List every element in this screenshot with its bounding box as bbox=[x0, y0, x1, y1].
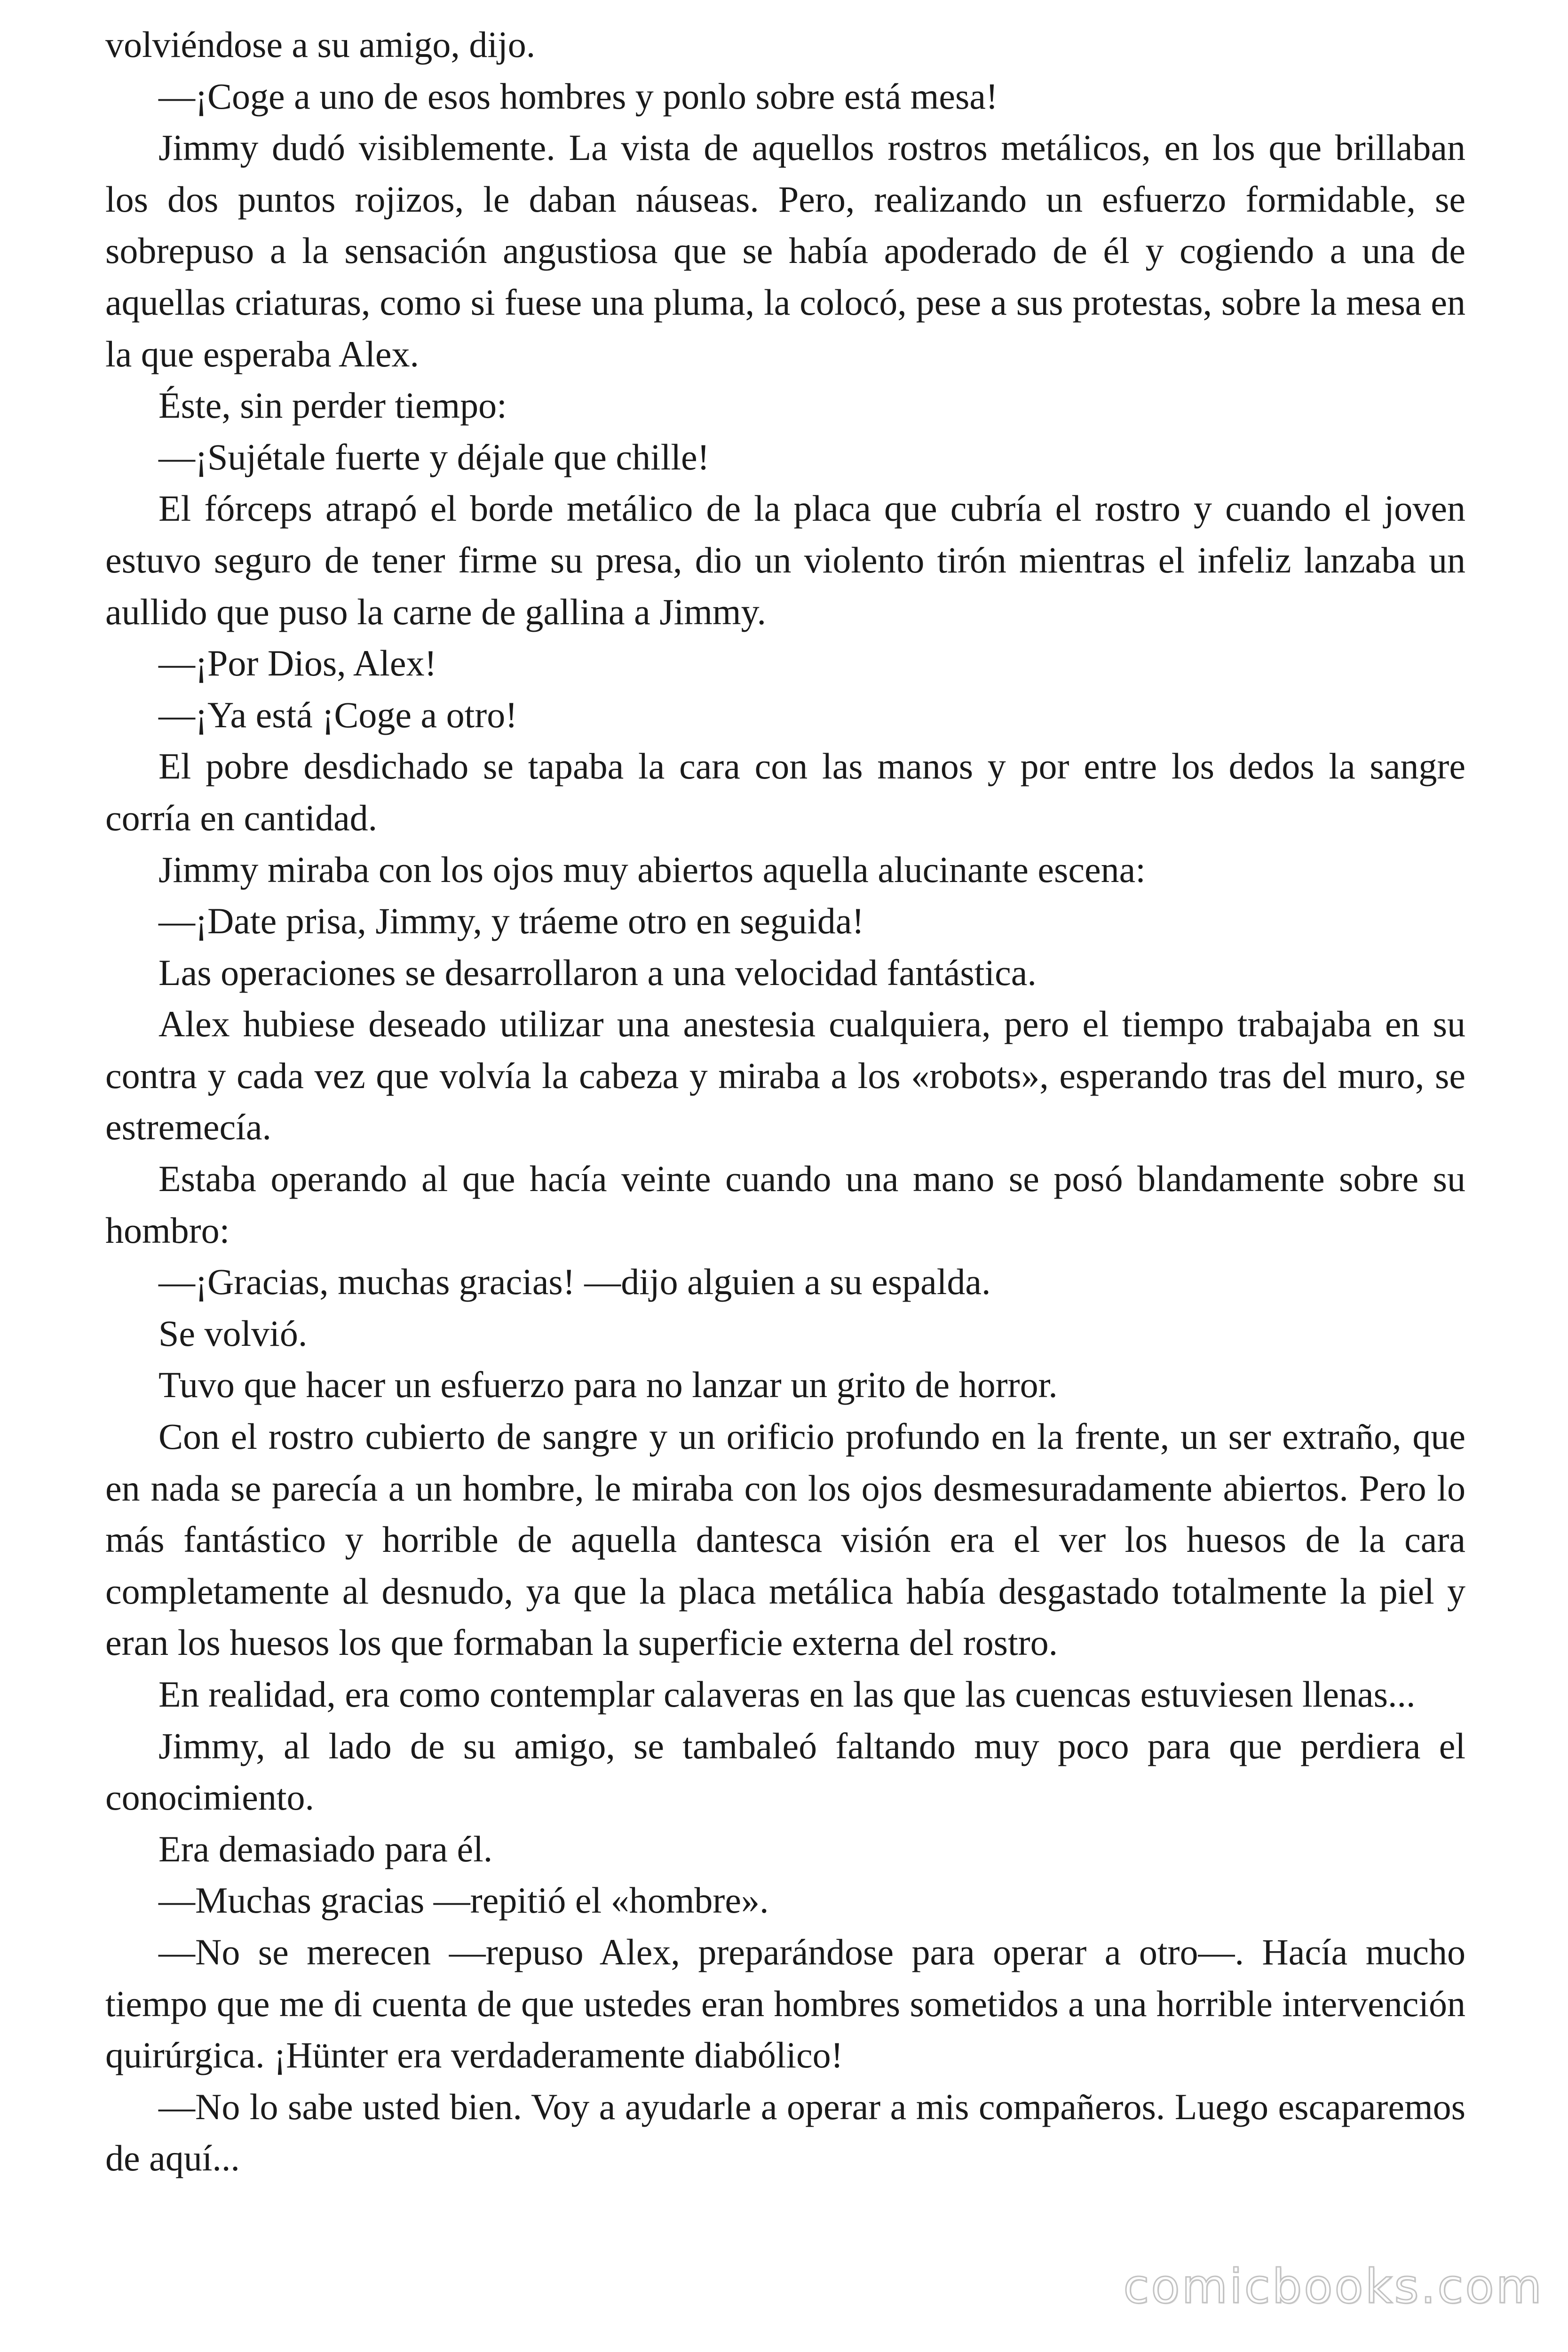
paragraph: —Muchas gracias —repitió el «hombre». bbox=[158, 1880, 769, 1921]
paragraph: —¡Ya está ¡Coge a otro! bbox=[158, 694, 518, 735]
paragraph: Se volvió. bbox=[158, 1312, 308, 1354]
paragraph: Estaba operando al que hacía veinte cuando una mano se posó blandamente sobre su hombro: bbox=[105, 1158, 1465, 1251]
paragraph: —No lo sabe usted bien. Voy a ayudarle a operar a mis compañeros. Luego escaparemos de aquí... bbox=[105, 2086, 1465, 2179]
paragraph: Tuvo que hacer un esfuerzo para no lanzar un grito de horror. bbox=[158, 1364, 1058, 1406]
paragraph: volviéndose a su amigo, dijo. bbox=[105, 24, 536, 65]
paragraph: —¡Sujétale fuerte y déjale que chille! bbox=[158, 436, 710, 477]
paragraph: Jimmy miraba con los ojos muy abiertos aquella alucinante escena: bbox=[158, 849, 1146, 890]
paragraph: —¡Gracias, muchas gracias! —dijo alguien a su espalda. bbox=[158, 1261, 991, 1303]
paragraph: —¡Date prisa, Jimmy, y tráeme otro en seguida! bbox=[158, 900, 864, 942]
paragraph: Éste, sin perder tiempo: bbox=[158, 385, 507, 426]
paragraph: En realidad, era como contemplar calaveras en las que las cuencas estuviesen llenas... bbox=[158, 1674, 1416, 1715]
paragraph: El fórceps atrapó el borde metálico de la placa que cubría el rostro y cuando el joven estuvo seguro de tener firme su presa, dio un violento tirón mientras el infeliz lanzaba un aullido que puso la carne de gallina a Jimmy. bbox=[105, 488, 1465, 632]
paragraph: Con el rostro cubierto de sangre y un orificio profundo en la frente, un ser extraño, que en nada se parecía a un hombre, le miraba con los ojos desmesuradamente abiertos. Pero lo más fantástico y horrible de aquella dantesca visión era el ver los huesos de la cara completamente al desnudo, ya que la placa metálica había desgastado totalmente la piel y eran los huesos los que formaban la superficie externa del rostro. bbox=[105, 1416, 1465, 1663]
watermark: comicbooks.com bbox=[1123, 2259, 1544, 2314]
paragraph: El pobre desdichado se tapaba la cara con las manos y por entre los dedos la sangre corría en cantidad. bbox=[105, 746, 1465, 838]
body-text bbox=[105, 19, 1465, 2184]
paragraph: Jimmy, al lado de su amigo, se tambaleó faltando muy poco para que perdiera el conocimiento. bbox=[105, 1725, 1465, 1818]
paragraph: —¡Coge a uno de esos hombres y ponlo sobre está mesa! bbox=[158, 75, 998, 117]
paragraph: Era demasiado para él. bbox=[158, 1828, 493, 1869]
paragraph: Jimmy dudó visiblemente. La vista de aquellos rostros metálicos, en los que brillaban los dos puntos rojizos, le daban náuseas. Pero, realizando un esfuerzo formidable, se sobrepuso a la sensación angustiosa que se había apoderado de él y cogiendo a una de aquellas criaturas, como si fuese una pluma, la colocó, pese a sus protestas, sobre la mesa en la que esperaba Alex. bbox=[105, 127, 1465, 374]
paragraph: —No se merecen —repuso Alex, preparándose para operar a otro—. Hacía mucho tiempo que me di cuenta de que ustedes eran hombres sometidos a una horrible intervención quirúrgica. ¡Hünter era verdaderamente diabólico! bbox=[105, 1931, 1465, 2076]
paragraph: —¡Por Dios, Alex! bbox=[158, 643, 437, 684]
paragraph: Alex hubiese deseado utilizar una anestesia cualquiera, pero el tiempo trabajaba en su contra y cada vez que volvía la cabeza y miraba a los «robots», esperando tras del muro, se estremecía. bbox=[105, 1003, 1465, 1148]
paragraph: Las operaciones se desarrollaron a una velocidad fantástica. bbox=[158, 952, 1037, 993]
